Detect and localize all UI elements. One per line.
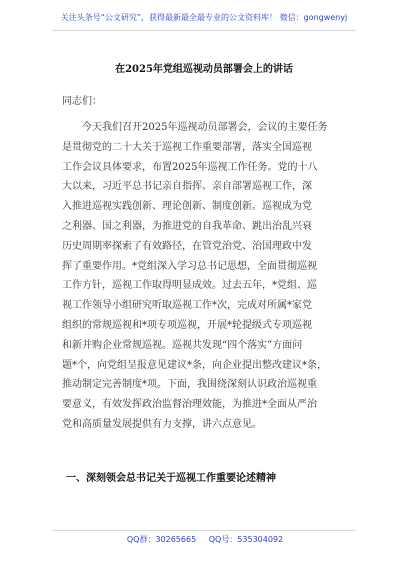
header-promo-note: 关注头条号“公文研究”，获得最新最全最专业的公文资料库！ 微信：gongwenyj	[60, 13, 348, 22]
body-line: 和新并购企业常规巡视。巡视共发现“四个落实”方面问	[62, 339, 303, 351]
body-line: 要意义，有效发挥政治监督治理效能，为推进*全面从严治	[62, 399, 317, 411]
document-title: 在2025年党组巡视动员部署会上的讲话	[115, 64, 293, 75]
header-divider	[52, 30, 356, 31]
footer-contact	[110, 534, 300, 546]
body-line: 工作会议具体要求，布置2025年巡视工作任务。党的十八	[62, 161, 318, 173]
body-line: 挥了重要作用。*党组深入学习总书记思想，全面贯彻巡视	[62, 260, 317, 272]
body-line: 组织的常规巡视和*项专项巡视，开展*轮提级式专项巡视	[62, 319, 312, 331]
body-line: 历史周期率探索了有效路径，在管党治党、治国理政中发	[62, 240, 312, 252]
body-line: 入推进巡视实践创新、理论创新、制度创新。巡视成为党	[62, 201, 312, 213]
salutation: 同志们：	[62, 96, 102, 107]
body-line: 大以来，习近平总书记亲自指挥、亲自部署巡视工作，深	[62, 181, 312, 193]
body-text	[62, 118, 354, 435]
body-line: 推动制定完善制度*项。下面，我围绕深刻认识政治巡视重	[62, 379, 317, 391]
body-line: 是贯彻党的二十大关于巡视工作重要部署，落实全国巡视	[62, 141, 312, 153]
body-line: 题*个，向党组呈报意见建议*条，向企业提出整改建议*条，	[62, 359, 327, 371]
qq-group: QQ群：30265665	[126, 535, 197, 544]
body-line: 今天我们召开2025年巡视动员部署会，会议的主要任务	[82, 122, 328, 133]
footer-divider	[52, 530, 356, 531]
body-line: 党和高质量发展提供有力支撑，讲六点意见。	[62, 418, 262, 430]
body-line: 之利器、国之利器，为推进党的自我革命、跳出治乱兴衰	[62, 220, 312, 232]
qq-number: QQ号：535304092	[208, 535, 284, 544]
body-line: 工作方针，巡视工作取得明显成效。过去五年，*党组、巡	[62, 280, 317, 292]
body-line: 视工作领导小组研究听取巡视工作*次，完成对所属*家党	[62, 300, 312, 312]
section-heading: 一、深刻领会总书记关于巡视工作重要论述精神	[66, 473, 276, 484]
